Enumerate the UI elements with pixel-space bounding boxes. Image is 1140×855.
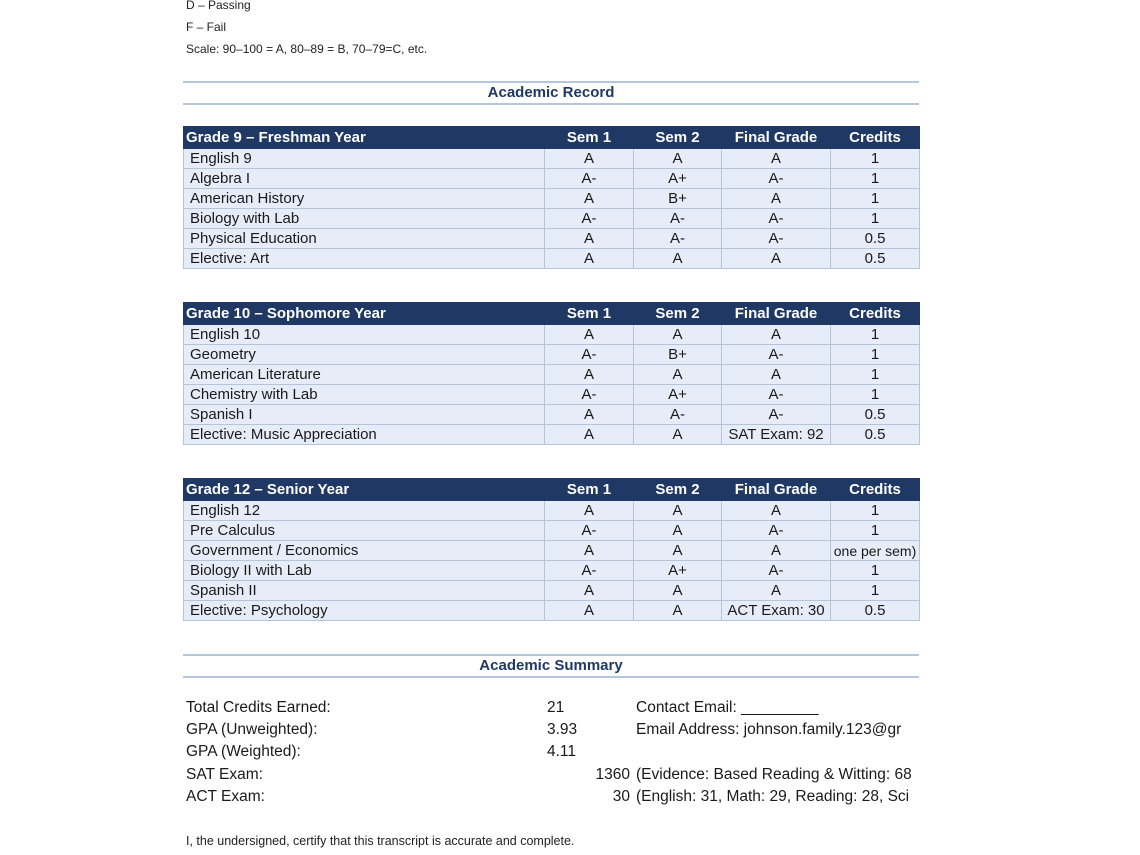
act-value: 30 <box>612 788 630 805</box>
credits: 1 <box>831 385 920 405</box>
final-grade: A- <box>722 561 831 581</box>
year-title: Grade 9 – Freshman Year <box>184 127 545 149</box>
final-grade: A <box>722 501 831 521</box>
course-name: English 12 <box>184 501 545 521</box>
sem1-grade: A <box>545 325 634 345</box>
credits: 1 <box>831 149 920 169</box>
sem2-grade: A <box>634 581 722 601</box>
table-row <box>184 385 920 405</box>
course-name: English 10 <box>184 325 545 345</box>
course-name: Algebra I <box>184 169 545 189</box>
sem1-grade: A <box>545 581 634 601</box>
table-header-row <box>184 479 920 501</box>
final-grade: A <box>722 581 831 601</box>
sem1-grade: A- <box>545 209 634 229</box>
sem2-grade: A <box>634 425 722 445</box>
grading-key-d: D – Passing <box>186 0 251 12</box>
year-title: Grade 12 – Senior Year <box>184 479 545 501</box>
year-title: Grade 10 – Sophomore Year <box>184 303 545 325</box>
final-grade: A <box>722 149 831 169</box>
final-grade: A- <box>722 385 831 405</box>
sem2-grade: A <box>634 249 722 269</box>
course-name: Elective: Music Appreciation <box>184 425 545 445</box>
sem1-grade: A- <box>545 385 634 405</box>
header-final-grade: Final Grade <box>722 303 831 325</box>
academic-summary-title: Academic Summary <box>183 654 919 678</box>
sem1-grade: A <box>545 189 634 209</box>
sem2-grade: A- <box>634 405 722 425</box>
sem1-grade: A- <box>545 521 634 541</box>
total-credits-value: 21 <box>547 699 565 716</box>
header-sem1: Sem 1 <box>545 303 634 325</box>
sem2-grade: B+ <box>634 189 722 209</box>
credits: 0.5 <box>831 249 920 269</box>
header-sem1: Sem 1 <box>545 127 634 149</box>
header-sem1: Sem 1 <box>545 479 634 501</box>
header-sem2: Sem 2 <box>634 479 722 501</box>
sem1-grade: A- <box>545 345 634 365</box>
grade-10-table <box>183 302 920 445</box>
sem1-grade: A- <box>545 169 634 189</box>
credits: 1 <box>831 189 920 209</box>
total-credits-label: Total Credits Earned: <box>186 699 331 716</box>
sem1-grade: A <box>545 149 634 169</box>
course-name: Biology with Lab <box>184 209 545 229</box>
sem2-grade: B+ <box>634 345 722 365</box>
sem2-grade: A+ <box>634 169 722 189</box>
credits: 1 <box>831 345 920 365</box>
sem2-grade: A <box>634 521 722 541</box>
sem2-grade: A <box>634 601 722 621</box>
sem1-grade: A <box>545 425 634 445</box>
gpa-unweighted-value: 3.93 <box>547 721 578 738</box>
header-sem2: Sem 2 <box>634 127 722 149</box>
credits: 0.5 <box>831 405 920 425</box>
final-grade: SAT Exam: 92 <box>722 425 831 445</box>
table-row <box>184 229 920 249</box>
table-header-row <box>184 127 920 149</box>
course-name: Government / Economics <box>184 541 545 561</box>
sem2-grade: A+ <box>634 385 722 405</box>
act-detail: (English: 31, Math: 29, Reading: 28, Sci <box>636 788 910 805</box>
sem2-grade: A+ <box>634 561 722 581</box>
final-grade: A <box>722 189 831 209</box>
table-row <box>184 601 920 621</box>
sem1-grade: A <box>545 601 634 621</box>
header-credits: Credits <box>831 479 920 501</box>
final-grade: A- <box>722 169 831 189</box>
final-grade: A- <box>722 229 831 249</box>
header-sem2: Sem 2 <box>634 303 722 325</box>
credits: 0.5 <box>831 229 920 249</box>
sem1-grade: A- <box>545 561 634 581</box>
course-name: Pre Calculus <box>184 521 545 541</box>
credits: 1 <box>831 521 920 541</box>
header-credits: Credits <box>831 303 920 325</box>
certification-statement: I, the undersigned, certify that this transcript is accurate and complete. <box>186 834 575 848</box>
credits: 0.5 <box>831 425 920 445</box>
table-row <box>184 501 920 521</box>
contact-email: Contact Email: _________ <box>636 699 819 716</box>
header-credits: Credits <box>831 127 920 149</box>
final-grade: A <box>722 541 831 561</box>
table-row <box>184 189 920 209</box>
credits: one per sem) <box>831 541 920 561</box>
table-row <box>184 541 920 561</box>
grading-key-f: F – Fail <box>186 20 227 34</box>
gpa-weighted-label: GPA (Weighted): <box>186 743 301 760</box>
gpa-unweighted-label: GPA (Unweighted): <box>186 721 318 738</box>
credits: 1 <box>831 365 920 385</box>
final-grade: A <box>722 325 831 345</box>
sem1-grade: A <box>545 405 634 425</box>
table-row <box>184 345 920 365</box>
sem2-grade: A <box>634 149 722 169</box>
header-final-grade: Final Grade <box>722 479 831 501</box>
course-name: Spanish I <box>184 405 545 425</box>
final-grade: ACT Exam: 30 <box>722 601 831 621</box>
final-grade: A- <box>722 521 831 541</box>
sem2-grade: A <box>634 501 722 521</box>
table-row <box>184 581 920 601</box>
course-name: English 9 <box>184 149 545 169</box>
table-row <box>184 249 920 269</box>
course-name: Chemistry with Lab <box>184 385 545 405</box>
table-row <box>184 521 920 541</box>
sem2-grade: A <box>634 325 722 345</box>
act-label: ACT Exam: <box>186 788 265 805</box>
table-row <box>184 209 920 229</box>
final-grade: A <box>722 365 831 385</box>
course-name: Biology II with Lab <box>184 561 545 581</box>
sat-detail: (Evidence: Based Reading & Witting: 68 <box>636 766 912 783</box>
sem2-grade: A- <box>634 229 722 249</box>
sem2-grade: A <box>634 365 722 385</box>
final-grade: A <box>722 249 831 269</box>
table-row <box>184 325 920 345</box>
sat-value: 1360 <box>595 766 630 783</box>
sem1-grade: A <box>545 501 634 521</box>
course-name: American History <box>184 189 545 209</box>
course-name: Physical Education <box>184 229 545 249</box>
grade-12-table <box>183 478 920 621</box>
credits: 0.5 <box>831 601 920 621</box>
header-final-grade: Final Grade <box>722 127 831 149</box>
sem2-grade: A <box>634 541 722 561</box>
table-header-row <box>184 303 920 325</box>
sem1-grade: A <box>545 229 634 249</box>
sem1-grade: A <box>545 249 634 269</box>
credits: 1 <box>831 209 920 229</box>
course-name: Elective: Psychology <box>184 601 545 621</box>
sem1-grade: A <box>545 541 634 561</box>
table-row <box>184 561 920 581</box>
credits: 1 <box>831 561 920 581</box>
table-row <box>184 425 920 445</box>
gpa-weighted-value: 4.11 <box>547 743 577 760</box>
table-row <box>184 149 920 169</box>
final-grade: A- <box>722 405 831 425</box>
sat-label: SAT Exam: <box>186 766 263 783</box>
course-name: American Literature <box>184 365 545 385</box>
grade-9-table <box>183 126 920 269</box>
sem2-grade: A- <box>634 209 722 229</box>
credits: 1 <box>831 325 920 345</box>
course-name: Elective: Art <box>184 249 545 269</box>
academic-record-title: Academic Record <box>183 81 919 105</box>
final-grade: A- <box>722 345 831 365</box>
credits: 1 <box>831 169 920 189</box>
credits: 1 <box>831 581 920 601</box>
table-row <box>184 365 920 385</box>
table-row <box>184 405 920 425</box>
email-address: Email Address: johnson.family.123@gr <box>636 721 902 738</box>
table-row <box>184 169 920 189</box>
grading-scale: Scale: 90–100 = A, 80–89 = B, 70–79=C, etc. <box>186 42 428 56</box>
final-grade: A- <box>722 209 831 229</box>
course-name: Spanish II <box>184 581 545 601</box>
sem1-grade: A <box>545 365 634 385</box>
credits: 1 <box>831 501 920 521</box>
course-name: Geometry <box>184 345 545 365</box>
